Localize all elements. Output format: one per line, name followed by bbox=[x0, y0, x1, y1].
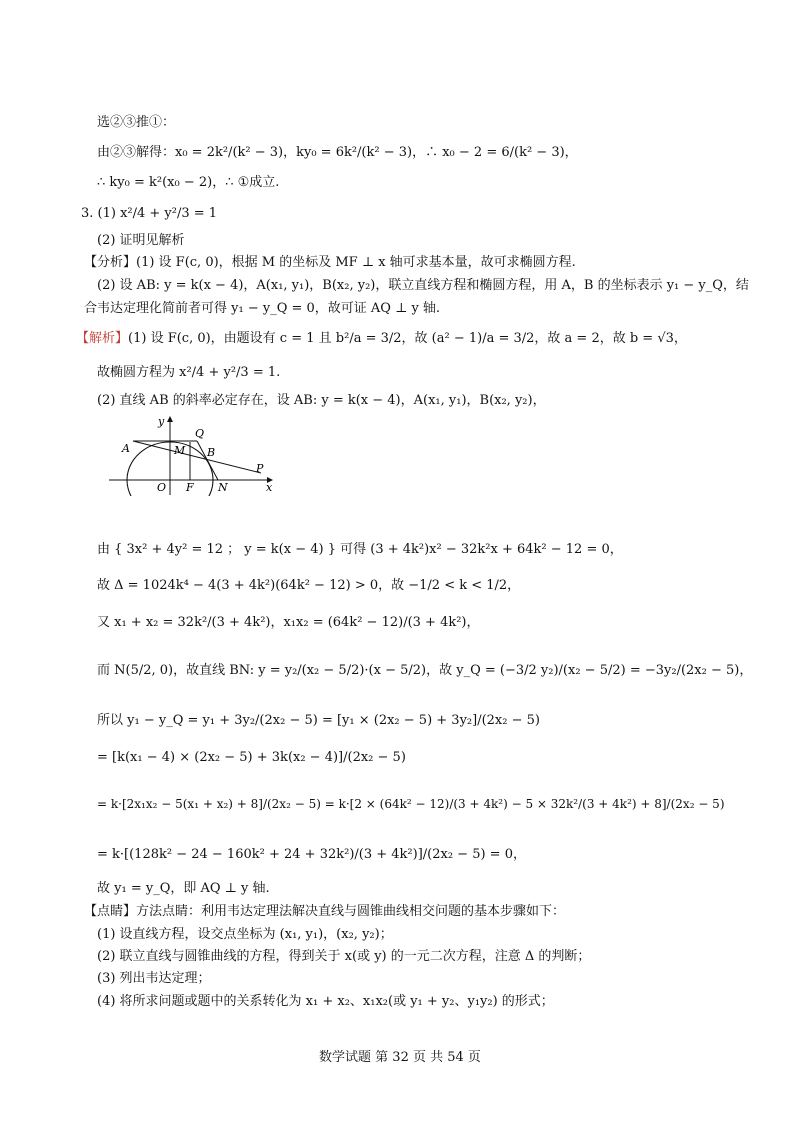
solution-line-8: 所以 y₁ − y_Q = y₁ + 3y₂/(2x₂ − 5) = [y₁ × (2x₂ − 5) + 3y₂]/(2x₂ − 5) bbox=[97, 713, 540, 728]
solution-text: (1) 设 F(c, 0)，由题设有 c = 1 且 b²/a = 3/2，故 (a² − 1)/a = 3/2，故 a = 2，故 b = √3， bbox=[128, 331, 687, 346]
label-Q: Q bbox=[195, 427, 205, 440]
line-1: 由②③解得：x₀ = 2k²/(k² − 3)，ky₀ = 6k²/(k² − 3)，∴ x₀ − 2 = 6/(k² − 3)， bbox=[97, 145, 578, 160]
label-P: P bbox=[256, 462, 264, 475]
analysis-line-1: 【分析】(1) 设 F(c, 0)，根据 M 的坐标及 MF ⊥ x 轴可求基本量，故可求椭圆方程. bbox=[84, 255, 576, 270]
analysis-line-3: 合韦达定理化简前者可得 y₁ − y_Q = 0，故可证 AQ ⊥ y 轴. bbox=[84, 301, 441, 316]
note-line-3: (2) 联立直线与圆锥曲线的方程，得到关于 x(或 y) 的一元二次方程，注意 Δ 的判断； bbox=[97, 949, 591, 964]
solution-line-12: 故 y₁ = y_Q，即 AQ ⊥ y 轴. bbox=[97, 881, 270, 896]
line-3-answer-1: 3. (1) x²/4 + y²/3 = 1 bbox=[81, 206, 218, 221]
solution-line-3: (2) 直线 AB 的斜率必定存在，设 AB: y = k(x − 4)，A(x₁, y₁)，B(x₂, y₂)， bbox=[97, 393, 546, 408]
solution-line-11: = k·[(128k² − 24 − 160k² + 24 + 32k²)/(3 + 4k²)]/(2x₂ − 5) = 0， bbox=[97, 847, 526, 862]
solution-line-4: 由 { 3x² + 4y² = 12 ； y = k(x − 4) } 可得 (3 + 4k²)x² − 32k²x + 64k² − 12 = 0， bbox=[97, 542, 623, 557]
line-0: 选②③推①： bbox=[97, 115, 176, 130]
solution-line-10: = k·[2x₁x₂ − 5(x₁ + x₂) + 8]/(2x₂ − 5) = k·[2 × (64k² − 12)/(3 + 4k²) − 5 × 32k²/(3 + 4k²) + 8]/(2x₂ − 5) bbox=[97, 797, 725, 811]
solution-line-2: 故椭圆方程为 x²/4 + y²/3 = 1. bbox=[97, 365, 281, 380]
label-x: x bbox=[266, 481, 273, 494]
label-A: A bbox=[122, 442, 130, 455]
y-axis-arrow-icon bbox=[167, 416, 173, 422]
note-line-5: (4) 将所求问题或题中的关系转化为 x₁ + x₂、x₁x₂(或 y₁ + y₂、y₁y₂) 的形式； bbox=[97, 994, 554, 1009]
line-AP bbox=[133, 441, 261, 473]
note-line-1: 【点睛】方法点睛：利用韦达定理法解决直线与圆锥曲线相交问题的基本步骤如下： bbox=[84, 904, 566, 919]
line-4-answer-2: (2) 证明见解析 bbox=[97, 233, 185, 248]
note-line-2: (1) 设直线方程，设交点坐标为 (x₁, y₁)，(x₂, y₂)； bbox=[97, 927, 393, 942]
ellipse-diagram bbox=[105, 411, 285, 496]
solution-line-5: 故 Δ = 1024k⁴ − 4(3 + 4k²)(64k² − 12) > 0，故 −1/2 < k < 1/2， bbox=[97, 578, 521, 593]
solution-line-1 bbox=[76, 330, 687, 348]
line-2: ∴ ky₀ = k²(x₀ − 2)，∴ ①成立. bbox=[97, 175, 280, 190]
solution-line-7: 而 N(5/2, 0)，故直线 BN: y = y₂/(x₂ − 5/2)·(x − 5/2)，故 y_Q = (−3/2 y₂)/(x₂ − 5/2) = −3y₂/(2x₂ − 5)， bbox=[97, 663, 753, 678]
label-M: M bbox=[174, 444, 186, 457]
label-y: y bbox=[158, 415, 165, 428]
label-F: F bbox=[186, 481, 194, 494]
label-N: N bbox=[218, 481, 228, 494]
note-line-4: (3) 列出韦达定理； bbox=[97, 971, 211, 986]
solution-line-9: = [k(x₁ − 4) × (2x₂ − 5) + 3k(x₂ − 4)]/(2x₂ − 5) bbox=[97, 750, 406, 765]
analysis-line-2: (2) 设 AB: y = k(x − 4)，A(x₁, y₁)，B(x₂, y₂)，联立直线方程和椭圆方程，用 A，B 的坐标表示 y₁ − y_Q，结 bbox=[97, 278, 749, 293]
page-footer: 数学试题 第 32 页 共 54 页 bbox=[319, 1050, 481, 1065]
solution-line-6: 又 x₁ + x₂ = 32k²/(3 + 4k²)，x₁x₂ = (64k² − 12)/(3 + 4k²)， bbox=[97, 615, 480, 630]
solution-tag: 【解析】 bbox=[76, 331, 129, 346]
label-O: O bbox=[157, 481, 167, 494]
label-B: B bbox=[207, 446, 216, 459]
